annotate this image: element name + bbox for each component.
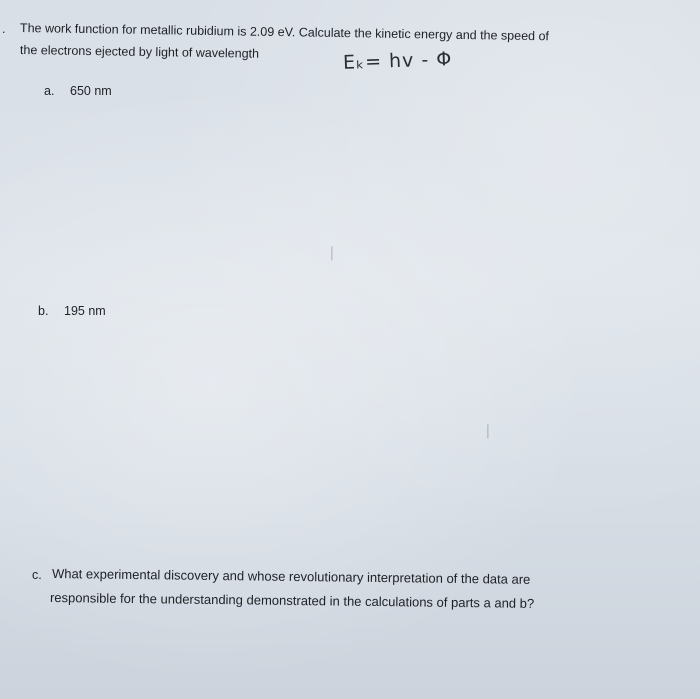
- part-c-text-line-1: What experimental discovery and whose revolutionary interpretation of the data are: [51, 566, 531, 587]
- question-text-line-1: The work function for metallic rubidium is 2.09 eV. Calculate the kinetic energy and the speed of: [19, 21, 550, 44]
- part-a-label: a.: [44, 84, 55, 98]
- part-b-label: b.: [38, 304, 49, 318]
- pencil-mark: ❘: [482, 422, 494, 438]
- part-b: [38, 304, 106, 318]
- part-c-label: c.: [32, 568, 42, 582]
- part-a-wavelength: 650 nm: [70, 84, 112, 98]
- part-c-text-line-2: responsible for the understanding demonstrated in the calculations of parts a and b?: [49, 590, 535, 611]
- handwritten-formula: Eₖ= hv - Φ: [342, 48, 453, 74]
- question-text-line-2: the electrons ejected by light of wavelength: [19, 43, 260, 61]
- part-a: [44, 84, 112, 98]
- pencil-mark: ❘: [326, 244, 338, 260]
- question-number-marker: .: [2, 22, 6, 36]
- part-b-wavelength: 195 nm: [64, 304, 106, 318]
